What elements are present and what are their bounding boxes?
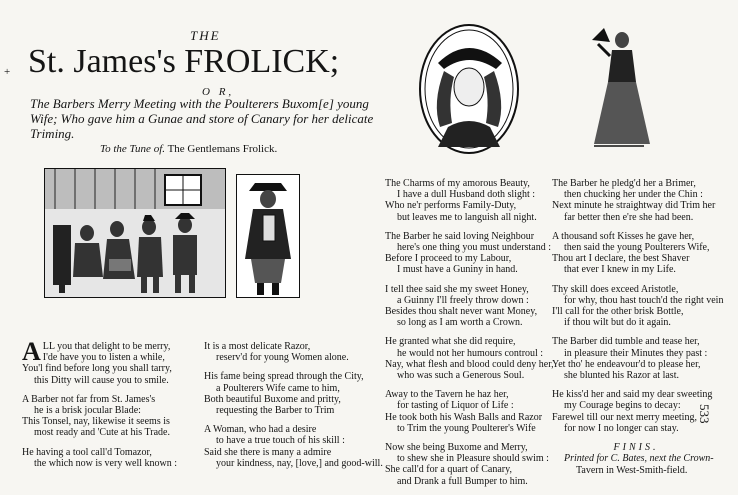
stanza <box>385 178 549 223</box>
verse-column-3 <box>385 178 554 495</box>
stanza <box>204 424 383 469</box>
verse-line: A Woman, who had a desire <box>204 424 317 436</box>
verse-column-2 <box>204 341 383 477</box>
verse-column-4 <box>552 178 724 476</box>
stanza <box>552 231 720 276</box>
gentleman-figure-icon <box>237 175 299 297</box>
finis: FINIS. <box>613 442 659 454</box>
stanza <box>552 283 724 329</box>
stanza <box>552 336 720 381</box>
drop-cap: A <box>22 337 41 366</box>
verse-line: to have a true touch of his skill : <box>216 435 345 447</box>
imprint-line: Printed for C. Bates, next the Crown- <box>564 453 714 465</box>
ballad-subtitle: The Barbers Merry Meeting with the Poulterers Buxom[e] young Wife; Who gave him a Gunae and store of Canary for her delicate Triming. <box>30 96 374 141</box>
stanza <box>22 337 214 386</box>
verse-line: Nay, what flesh and blood could deny her, <box>385 358 554 370</box>
stanza <box>385 389 549 434</box>
verse-line: You'l find before long you shall tarry, <box>22 363 172 375</box>
verse-line: He kiss'd her and said my dear sweeting <box>552 389 713 401</box>
verse-line: a Guinny I'll freely throw down : <box>397 294 529 306</box>
verse-line: who was such a Generous Soul. <box>397 370 525 382</box>
verse-line: for now I no longer can stay. <box>564 422 679 434</box>
stanza <box>204 341 372 363</box>
verse-line: Besides thou shalt never want Money, <box>385 306 538 318</box>
verse-line: He granted what she did require, <box>385 336 516 348</box>
verse-line: reserv'd for young Women alone. <box>216 352 349 364</box>
woman-portrait-icon <box>418 23 520 155</box>
verse-line: She call'd for a quart of Canary, <box>385 464 512 476</box>
woodcut-barber-shop <box>44 168 226 298</box>
stanza <box>22 394 214 439</box>
verse-line: far better then e're she had been. <box>564 211 694 223</box>
tune-prefix: To the Tune of. <box>100 143 165 155</box>
verse-line: His fame being spread through the City, <box>204 371 364 383</box>
verse-line: to shew she in Pleasure should swim : <box>397 453 549 465</box>
ballad-title: St. James's FROLICK; <box>28 43 340 80</box>
tune-line <box>100 143 277 155</box>
verse-line: he is a brisk jocular Blade: <box>34 405 141 417</box>
verse-line: your kindness, nay, [love,] and good-will. <box>216 457 383 469</box>
verse-line: Thy skill does exceed Aristotle, <box>552 283 679 295</box>
verse-line: I'de have you to listen a while, <box>42 352 165 364</box>
verse-column-1 <box>22 337 214 477</box>
verse-line: then said the young Poulterers Wife, <box>564 242 710 254</box>
verse-line: I must have a Guniny in hand. <box>397 264 518 276</box>
stanza <box>22 447 214 469</box>
verse-line: It is a most delicate Razor, <box>204 341 311 352</box>
lady-figure-icon <box>584 22 654 152</box>
imprint-line: Tavern in West-Smith-field. <box>576 464 688 476</box>
catalogue-number: 533 <box>697 404 712 424</box>
verse-line: to Trim the young Poulterer's Wife <box>397 422 536 434</box>
verse-line: He took both his Wash Balls and Razor <box>385 411 543 423</box>
verse-line: Who ne'r performs Family-Duty, <box>385 200 517 212</box>
verse-line: and Drank a full Bumper to him. <box>397 475 528 487</box>
verse-line: Next minute he straightway did Trim her <box>552 200 716 212</box>
stanza <box>385 231 549 276</box>
woodcut-woman-portrait <box>418 23 520 155</box>
stanza <box>552 178 720 223</box>
woodcut-lady <box>584 22 654 152</box>
verse-line: for tasting of Liquor of Life : <box>397 400 514 412</box>
verse-line: The Barber did tumble and tease her, <box>552 336 700 348</box>
barber-shop-scene-icon <box>45 169 225 297</box>
verse-line: most ready and 'Cute at his Trade. <box>34 427 170 439</box>
verse-line: LL you that delight to be merry, <box>42 341 171 352</box>
verse-line: but leaves me to languish all night. <box>397 211 537 223</box>
verse-line: Thou art I declare, the best Shaver <box>552 253 690 265</box>
tune-name: The Gentlemans Frolick. <box>167 143 278 155</box>
woodcut-gentleman <box>236 174 300 298</box>
verse-line: my Courage begins to decay: <box>564 400 681 412</box>
verse-line: she blunted his Razor at last. <box>564 370 679 382</box>
verse-line: A thousand soft Kisses he gave her, <box>552 230 695 242</box>
verse-line: this Ditty will cause you to smile. <box>34 374 169 386</box>
verse-line: requesting the Barber to Trim <box>216 405 335 417</box>
verse-line: The Barber he said loving Neighbour <box>385 230 535 242</box>
verse-line: A Barber not far from St. James's <box>22 393 156 405</box>
stanza <box>385 336 554 382</box>
verse-line: He having a tool call'd Tomazor, <box>22 446 152 458</box>
verse-line: for why, thou hast touch'd the right vein <box>564 294 724 306</box>
verse-line: The Charms of my amorous Beauty, <box>385 178 530 189</box>
verse-line: Both beautiful Buxome and pritty, <box>204 393 341 405</box>
verse-line: Farewel till our next merry meeting, <box>552 411 697 423</box>
verse-line: then chucking her under the Chin : <box>564 189 703 201</box>
verse-line: he would not her humours controul : <box>397 347 544 359</box>
imprint <box>552 453 720 476</box>
verse-line: so long as I am worth a Crown. <box>397 317 523 329</box>
stanza <box>385 284 549 329</box>
verse-line: a Poulterers Wife came to him, <box>216 382 340 394</box>
stanza <box>385 442 549 487</box>
verse-line: Now she being Buxome and Merry, <box>385 442 528 454</box>
verse-line: I have a dull Husband doth slight : <box>397 189 536 201</box>
verse-line: I tell thee said she my sweet Honey, <box>385 283 529 295</box>
verse-line: that ever I knew in my Life. <box>564 264 676 276</box>
verse-line: the which now is very well known : <box>34 457 178 469</box>
verse-line: if thou wilt but do it again. <box>564 317 671 329</box>
stanza <box>204 371 372 416</box>
verse-line: here's one thing you must understand : <box>397 242 551 254</box>
verse-line: This Tonsel, nay, likewise it seems is <box>22 416 170 428</box>
margin-cross-mark: + <box>4 66 11 78</box>
verse-line: I'll call for the other brisk Bottle, <box>552 306 684 318</box>
verse-line: The Barber he pledg'd her a Brimer, <box>552 178 696 189</box>
title-or: O R, <box>202 86 235 98</box>
stanza <box>552 389 720 434</box>
verse-line: in pleasure their Minutes they past : <box>564 347 708 359</box>
verse-line: Before I proceed to my Labour, <box>385 253 512 265</box>
title-prefix: THE <box>190 28 221 43</box>
verse-line: Said she there is many a admire <box>204 446 332 458</box>
verse-line: Away to the Tavern he haz her, <box>385 389 509 401</box>
verse-line: Yet tho' he endeavour'd to please her, <box>552 358 701 370</box>
